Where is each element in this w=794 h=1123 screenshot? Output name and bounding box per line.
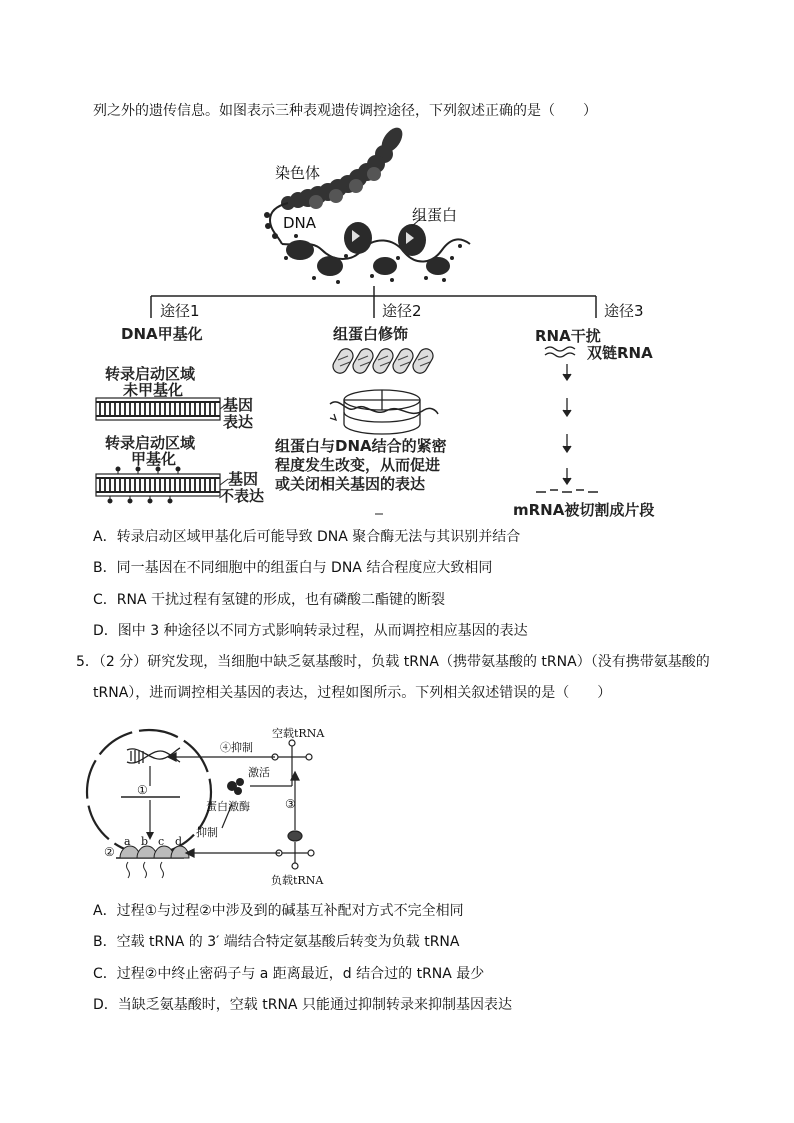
label-path3: 途径3 <box>604 302 644 320</box>
protein-kinase-icon <box>227 778 244 795</box>
label-histone-modification: 组蛋白修饰 <box>333 325 409 343</box>
label-mrna-cut: mRNA被切割成片段 <box>513 501 655 519</box>
label-path2-desc-3: 或关闭相关基因的表达 <box>275 475 426 493</box>
label-chromosome: 染色体 <box>275 164 321 182</box>
q4-option-b[interactable]: B．同一基因在不同细胞中的组蛋白与 DNA 结合程度应大致相同 <box>93 560 493 576</box>
q4-option-c[interactable]: C．RNA 干扰过程有氢键的形成，也有磷酸二酯键的断裂 <box>93 592 446 608</box>
label-meth-2: 甲基化 <box>131 450 177 468</box>
q5-option-a[interactable]: A．过程①与过程②中涉及到的碱基互补配对方式不完全相同 <box>93 903 464 919</box>
label-dna: DNA <box>283 214 317 232</box>
label-step-2: ② <box>104 845 115 859</box>
label-step-3: ③ <box>285 797 296 811</box>
q5-option-c[interactable]: C．过程②中终止密码子与 a 距离最近，d 结合过的 tRNA 最少 <box>93 966 485 982</box>
label-unmeth-2: 未甲基化 <box>123 381 184 399</box>
label-dsrna: 双链RNA <box>587 344 653 362</box>
label-activate: 激活 <box>248 766 270 779</box>
label-meth-1: 转录启动区域 <box>105 434 196 452</box>
label-protein-kinase: 蛋白激酶 <box>206 800 250 813</box>
label-path2-desc-2: 程度发生改变，从而促进 <box>275 456 441 474</box>
label-path2-desc-1: 组蛋白与DNA结合的紧密 <box>275 437 447 455</box>
label-step-1: ① <box>137 783 148 797</box>
loaded-trna-icon <box>276 831 314 869</box>
label-ribosome-b: b <box>141 835 149 848</box>
label-gene-noexpr-1: 基因 <box>228 470 259 488</box>
label-rna-interference: RNA干扰 <box>535 327 601 345</box>
label-ribosome-a: a <box>124 835 131 848</box>
q5-option-d[interactable]: D．当缺乏氨基酸时，空载 tRNA 只能通过抑制转录来抑制基因表达 <box>93 997 512 1013</box>
label-dna-methylation: DNA甲基化 <box>121 325 203 343</box>
ribosomes-on-mrna <box>116 846 189 878</box>
label-gene-expr-2: 表达 <box>223 413 254 431</box>
label-histone: 组蛋白 <box>412 206 458 224</box>
label-inhibit-4: ④抑制 <box>220 741 253 754</box>
label-gene-expr-1: 基因 <box>223 396 254 414</box>
label-unmeth-1: 转录启动区域 <box>105 365 196 383</box>
q5-stem-line2: tRNA），进而调控相关基因的表达，过程如图所示。下列相关叙述错误的是（ ） <box>93 685 612 701</box>
label-empty-trna: 空载tRNA <box>272 727 325 740</box>
label-loaded-trna: 负载tRNA <box>271 874 324 887</box>
label-gene-noexpr-2: 不表达 <box>219 487 265 505</box>
label-inhibit: 抑制 <box>196 826 218 839</box>
q4-option-d[interactable]: D．图中 3 种途径以不同方式影响转录过程，从而调控相应基因的表达 <box>93 623 528 639</box>
label-path1: 途径1 <box>160 302 200 320</box>
label-ribosome-c: c <box>158 835 165 848</box>
q4-stem-tail: 列之外的遗传信息。如图表示三种表观遗传调控途径，下列叙述正确的是（ ） <box>93 103 597 119</box>
label-path2: 途径2 <box>382 302 422 320</box>
q5-option-b[interactable]: B．空载 tRNA 的 3′ 端结合特定氨基酸后转变为负载 tRNA <box>93 934 460 950</box>
q5-stem-line1: 5．（2 分）研究发现，当细胞中缺乏氨基酸时，负载 tRNA（携带氨基酸的 tRNA）（没有携带氨基酸的 <box>76 654 710 670</box>
label-ribosome-d: d <box>175 835 183 848</box>
q4-option-a[interactable]: A．转录启动区域甲基化后可能导致 DNA 聚合酶无法与其识别并结合 <box>93 529 521 545</box>
